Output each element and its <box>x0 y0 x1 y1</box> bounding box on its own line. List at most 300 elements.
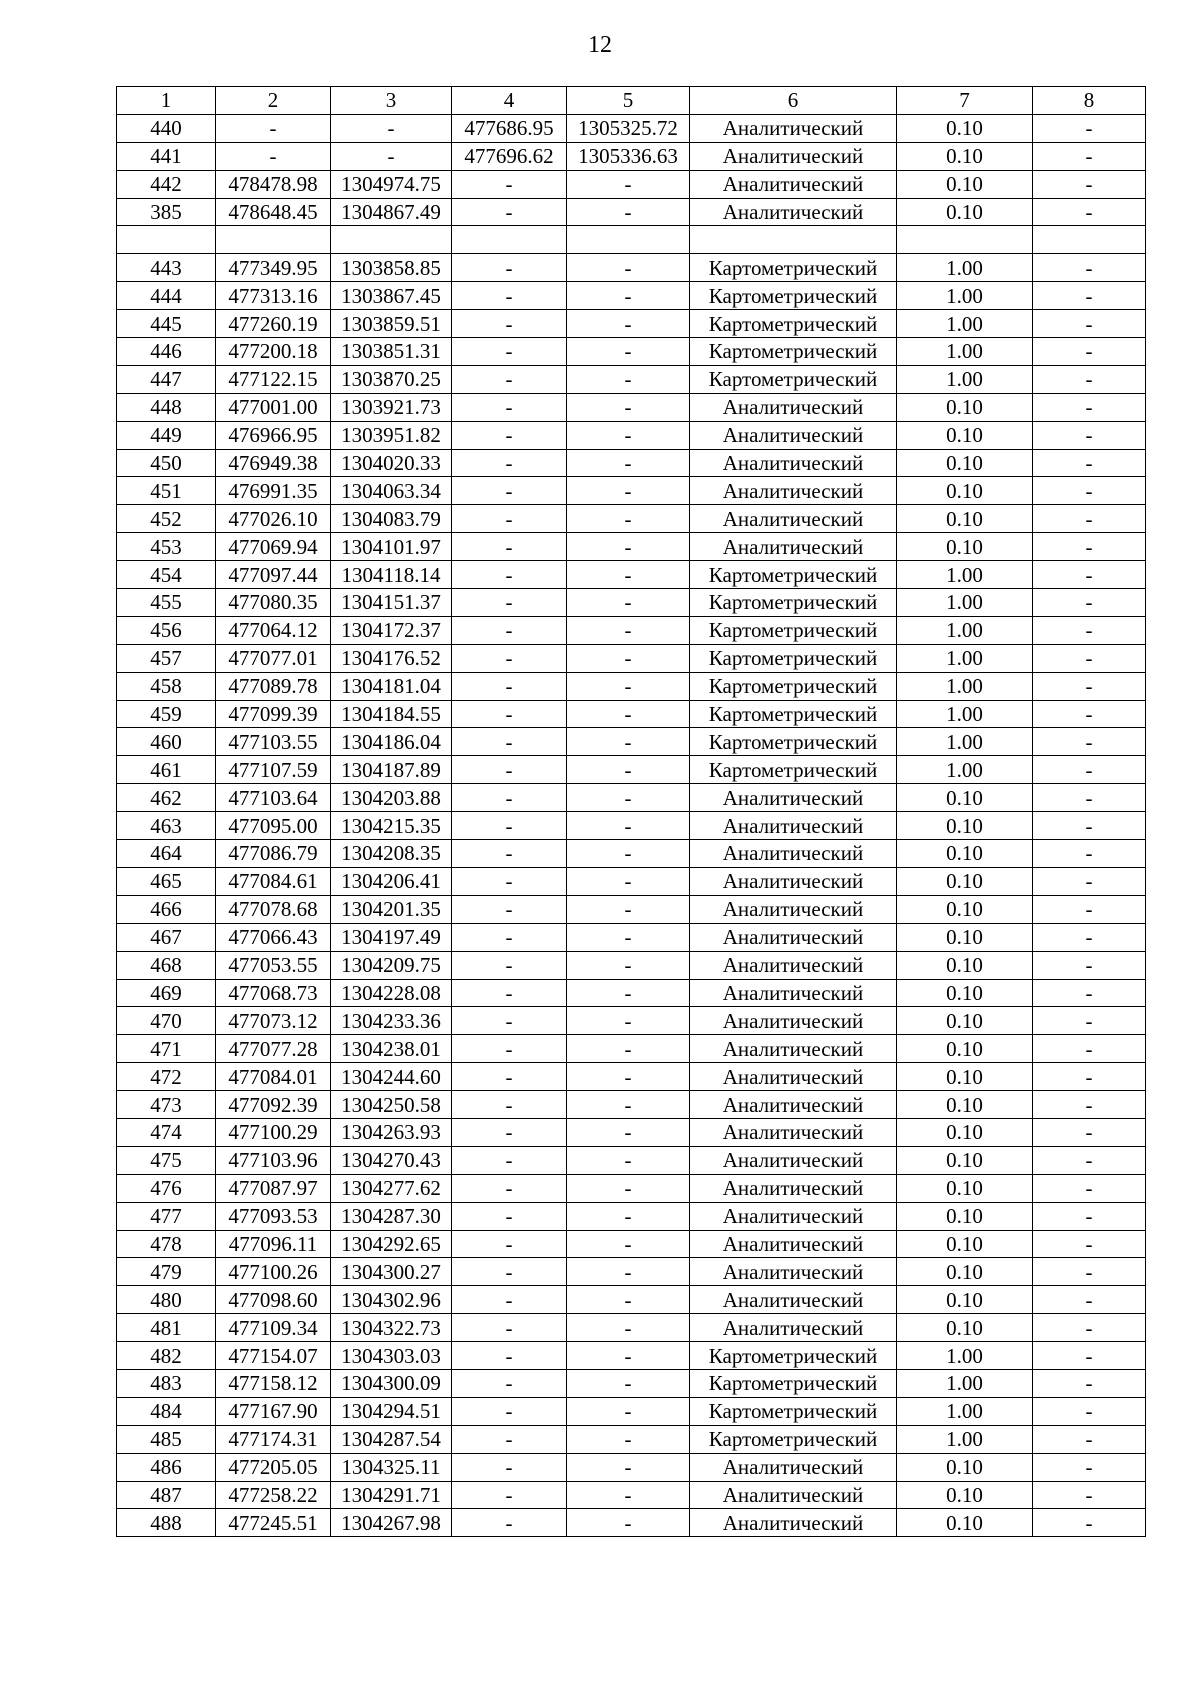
y-coord-cell: 1304302.96 <box>331 1286 452 1314</box>
method-cell <box>690 226 897 254</box>
accuracy-cell: 0.10 <box>897 505 1033 533</box>
method-cell: Картометрический <box>690 254 897 282</box>
x-coord-new-cell: - <box>452 421 567 449</box>
table-row <box>117 1397 1146 1425</box>
y-coord-new-cell: - <box>567 282 690 310</box>
y-coord-new-cell: - <box>567 951 690 979</box>
x-coord-new-cell: - <box>452 1397 567 1425</box>
accuracy-cell: 1.00 <box>897 672 1033 700</box>
table-row <box>117 840 1146 868</box>
y-coord-new-cell: - <box>567 198 690 226</box>
table-row <box>117 365 1146 393</box>
point-number-cell: 445 <box>117 310 216 338</box>
accuracy-cell: 0.10 <box>897 840 1033 868</box>
accuracy-cell: 0.10 <box>897 393 1033 421</box>
y-coord-new-cell: - <box>567 1314 690 1342</box>
description-cell: - <box>1033 1369 1146 1397</box>
table-row <box>117 449 1146 477</box>
y-coord-cell: 1304151.37 <box>331 589 452 617</box>
description-cell: - <box>1033 923 1146 951</box>
x-coord-new-cell: - <box>452 1314 567 1342</box>
method-cell: Аналитический <box>690 895 897 923</box>
accuracy-cell: 1.00 <box>897 728 1033 756</box>
table-row <box>117 728 1146 756</box>
description-cell: - <box>1033 979 1146 1007</box>
x-coord-new-cell: - <box>452 700 567 728</box>
y-coord-new-cell: - <box>567 923 690 951</box>
y-coord-new-cell: 1305325.72 <box>567 114 690 142</box>
description-cell: - <box>1033 644 1146 672</box>
column-header: 4 <box>452 87 567 115</box>
y-coord-cell: 1304287.30 <box>331 1202 452 1230</box>
method-cell: Аналитический <box>690 1035 897 1063</box>
accuracy-cell: 0.10 <box>897 1007 1033 1035</box>
accuracy-cell: 0.10 <box>897 1230 1033 1258</box>
column-header: 5 <box>567 87 690 115</box>
y-coord-new-cell: - <box>567 589 690 617</box>
accuracy-cell: 0.10 <box>897 1481 1033 1509</box>
y-coord-cell: 1304083.79 <box>331 505 452 533</box>
column-header: 8 <box>1033 87 1146 115</box>
x-coord-cell: - <box>216 114 331 142</box>
x-coord-cell: 477200.18 <box>216 338 331 366</box>
method-cell: Аналитический <box>690 1146 897 1174</box>
y-coord-cell <box>331 226 452 254</box>
y-coord-new-cell: - <box>567 1230 690 1258</box>
y-coord-new-cell: - <box>567 1146 690 1174</box>
point-number-cell: 462 <box>117 784 216 812</box>
x-coord-cell: 477103.55 <box>216 728 331 756</box>
description-cell: - <box>1033 1397 1146 1425</box>
description-cell: - <box>1033 756 1146 784</box>
table-row <box>117 477 1146 505</box>
page-number: 12 <box>588 32 612 58</box>
x-coord-cell: 477026.10 <box>216 505 331 533</box>
point-number-cell: 486 <box>117 1453 216 1481</box>
x-coord-cell: 477086.79 <box>216 840 331 868</box>
point-number-cell: 467 <box>117 923 216 951</box>
x-coord-cell: 477098.60 <box>216 1286 331 1314</box>
point-number-cell: 480 <box>117 1286 216 1314</box>
table-row <box>117 198 1146 226</box>
y-coord-new-cell: - <box>567 784 690 812</box>
description-cell: - <box>1033 1314 1146 1342</box>
y-coord-cell: 1304300.09 <box>331 1369 452 1397</box>
point-number-cell: 444 <box>117 282 216 310</box>
table-row <box>117 1202 1146 1230</box>
y-coord-new-cell: - <box>567 533 690 561</box>
y-coord-cell: 1304263.93 <box>331 1118 452 1146</box>
point-number-cell: 471 <box>117 1035 216 1063</box>
table-row <box>117 114 1146 142</box>
accuracy-cell: 0.10 <box>897 170 1033 198</box>
accuracy-cell: 0.10 <box>897 1314 1033 1342</box>
description-cell: - <box>1033 1035 1146 1063</box>
y-coord-cell: 1304184.55 <box>331 700 452 728</box>
y-coord-new-cell: - <box>567 728 690 756</box>
method-cell: Аналитический <box>690 784 897 812</box>
table-row <box>117 644 1146 672</box>
accuracy-cell: 1.00 <box>897 282 1033 310</box>
method-cell: Картометрический <box>690 700 897 728</box>
method-cell: Аналитический <box>690 114 897 142</box>
table-row <box>117 895 1146 923</box>
table-row <box>117 142 1146 170</box>
x-coord-cell: 477103.64 <box>216 784 331 812</box>
y-coord-cell: 1304206.41 <box>331 867 452 895</box>
method-cell: Картометрический <box>690 589 897 617</box>
x-coord-new-cell: - <box>452 393 567 421</box>
accuracy-cell: 1.00 <box>897 589 1033 617</box>
y-coord-cell: 1304867.49 <box>331 198 452 226</box>
method-cell: Картометрический <box>690 728 897 756</box>
accuracy-cell: 0.10 <box>897 979 1033 1007</box>
table-row <box>117 1091 1146 1119</box>
x-coord-new-cell: - <box>452 561 567 589</box>
x-coord-new-cell <box>452 226 567 254</box>
accuracy-cell: 1.00 <box>897 756 1033 784</box>
y-coord-cell: 1304228.08 <box>331 979 452 1007</box>
point-number-cell: 385 <box>117 198 216 226</box>
description-cell: - <box>1033 1425 1146 1453</box>
x-coord-cell: 477078.68 <box>216 895 331 923</box>
x-coord-new-cell: - <box>452 616 567 644</box>
table-row <box>117 393 1146 421</box>
x-coord-cell: 477092.39 <box>216 1091 331 1119</box>
point-number-cell: 459 <box>117 700 216 728</box>
method-cell: Аналитический <box>690 170 897 198</box>
point-number-cell: 484 <box>117 1397 216 1425</box>
accuracy-cell: 0.10 <box>897 867 1033 895</box>
y-coord-new-cell: - <box>567 700 690 728</box>
method-cell: Картометрический <box>690 282 897 310</box>
table-row <box>117 700 1146 728</box>
description-cell: - <box>1033 1258 1146 1286</box>
x-coord-cell: 477245.51 <box>216 1509 331 1537</box>
y-coord-cell: 1304181.04 <box>331 672 452 700</box>
y-coord-cell: - <box>331 142 452 170</box>
x-coord-cell: 478478.98 <box>216 170 331 198</box>
method-cell: Аналитический <box>690 198 897 226</box>
description-cell: - <box>1033 282 1146 310</box>
point-number-cell: 476 <box>117 1174 216 1202</box>
x-coord-new-cell: - <box>452 979 567 1007</box>
table-row <box>117 672 1146 700</box>
method-cell: Аналитический <box>690 393 897 421</box>
x-coord-cell: 477100.26 <box>216 1258 331 1286</box>
description-cell: - <box>1033 1230 1146 1258</box>
x-coord-new-cell: - <box>452 840 567 868</box>
description-cell: - <box>1033 170 1146 198</box>
point-number-cell: 454 <box>117 561 216 589</box>
method-cell: Аналитический <box>690 1007 897 1035</box>
x-coord-cell: 477066.43 <box>216 923 331 951</box>
y-coord-new-cell: - <box>567 1091 690 1119</box>
table-row <box>117 1314 1146 1342</box>
x-coord-new-cell: - <box>452 1063 567 1091</box>
description-cell: - <box>1033 672 1146 700</box>
x-coord-cell: 477154.07 <box>216 1342 331 1370</box>
y-coord-new-cell: - <box>567 1035 690 1063</box>
x-coord-cell: 477205.05 <box>216 1453 331 1481</box>
accuracy-cell: 0.10 <box>897 533 1033 561</box>
table-row <box>117 533 1146 561</box>
x-coord-cell: 477084.61 <box>216 867 331 895</box>
table-row <box>117 1425 1146 1453</box>
x-coord-cell: 477069.94 <box>216 533 331 561</box>
description-cell: - <box>1033 1118 1146 1146</box>
description-cell: - <box>1033 1481 1146 1509</box>
y-coord-cell: 1304250.58 <box>331 1091 452 1119</box>
x-coord-new-cell: - <box>452 310 567 338</box>
point-number-cell: 458 <box>117 672 216 700</box>
accuracy-cell: 1.00 <box>897 1397 1033 1425</box>
accuracy-cell: 0.10 <box>897 951 1033 979</box>
description-cell: - <box>1033 1342 1146 1370</box>
method-cell: Аналитический <box>690 1258 897 1286</box>
table-row <box>117 616 1146 644</box>
x-coord-cell: 477073.12 <box>216 1007 331 1035</box>
y-coord-cell: 1304208.35 <box>331 840 452 868</box>
y-coord-new-cell: - <box>567 756 690 784</box>
table-row <box>117 338 1146 366</box>
x-coord-cell: 477087.97 <box>216 1174 331 1202</box>
x-coord-new-cell: - <box>452 756 567 784</box>
accuracy-cell: 0.10 <box>897 1146 1033 1174</box>
method-cell: Аналитический <box>690 505 897 533</box>
point-number-cell <box>117 226 216 254</box>
x-coord-new-cell: - <box>452 1007 567 1035</box>
x-coord-new-cell: - <box>452 533 567 561</box>
table-row <box>117 1146 1146 1174</box>
y-coord-cell: 1304176.52 <box>331 644 452 672</box>
y-coord-new-cell: - <box>567 449 690 477</box>
y-coord-cell: 1303921.73 <box>331 393 452 421</box>
y-coord-cell: 1304233.36 <box>331 1007 452 1035</box>
description-cell: - <box>1033 198 1146 226</box>
column-header: 2 <box>216 87 331 115</box>
x-coord-new-cell: - <box>452 1035 567 1063</box>
description-cell: - <box>1033 142 1146 170</box>
table-row <box>117 1063 1146 1091</box>
x-coord-new-cell: - <box>452 1425 567 1453</box>
x-coord-new-cell: - <box>452 1258 567 1286</box>
x-coord-cell: 478648.45 <box>216 198 331 226</box>
x-coord-new-cell: - <box>452 1202 567 1230</box>
point-number-cell: 488 <box>117 1509 216 1537</box>
method-cell: Аналитический <box>690 1481 897 1509</box>
method-cell: Картометрический <box>690 756 897 784</box>
description-cell: - <box>1033 393 1146 421</box>
table-row <box>117 561 1146 589</box>
method-cell: Аналитический <box>690 477 897 505</box>
accuracy-cell: 0.10 <box>897 812 1033 840</box>
y-coord-new-cell: - <box>567 672 690 700</box>
description-cell: - <box>1033 895 1146 923</box>
y-coord-new-cell: - <box>567 616 690 644</box>
method-cell: Аналитический <box>690 1202 897 1230</box>
description-cell: - <box>1033 1509 1146 1537</box>
y-coord-new-cell: - <box>567 895 690 923</box>
x-coord-new-cell: - <box>452 867 567 895</box>
method-cell: Аналитический <box>690 812 897 840</box>
method-cell: Аналитический <box>690 1453 897 1481</box>
point-number-cell: 446 <box>117 338 216 366</box>
x-coord-cell: 477109.34 <box>216 1314 331 1342</box>
accuracy-cell: 1.00 <box>897 338 1033 366</box>
x-coord-cell: 476949.38 <box>216 449 331 477</box>
x-coord-cell: - <box>216 142 331 170</box>
x-coord-cell: 477068.73 <box>216 979 331 1007</box>
x-coord-cell <box>216 226 331 254</box>
y-coord-cell: 1304197.49 <box>331 923 452 951</box>
table-body <box>117 114 1146 1536</box>
point-number-cell: 460 <box>117 728 216 756</box>
column-header: 1 <box>117 87 216 115</box>
y-coord-new-cell: - <box>567 1425 690 1453</box>
point-number-cell: 452 <box>117 505 216 533</box>
method-cell: Аналитический <box>690 1118 897 1146</box>
x-coord-new-cell: - <box>452 170 567 198</box>
y-coord-cell: 1304187.89 <box>331 756 452 784</box>
y-coord-new-cell: - <box>567 170 690 198</box>
y-coord-cell: 1304101.97 <box>331 533 452 561</box>
x-coord-cell: 477107.59 <box>216 756 331 784</box>
x-coord-new-cell: - <box>452 784 567 812</box>
x-coord-cell: 477096.11 <box>216 1230 331 1258</box>
y-coord-new-cell: - <box>567 1007 690 1035</box>
method-cell: Аналитический <box>690 1174 897 1202</box>
description-cell: - <box>1033 867 1146 895</box>
x-coord-new-cell: - <box>452 728 567 756</box>
table-row <box>117 923 1146 951</box>
y-coord-cell: 1304325.11 <box>331 1453 452 1481</box>
x-coord-cell: 476966.95 <box>216 421 331 449</box>
point-number-cell: 478 <box>117 1230 216 1258</box>
y-coord-new-cell: - <box>567 644 690 672</box>
accuracy-cell: 0.10 <box>897 477 1033 505</box>
method-cell: Аналитический <box>690 1509 897 1537</box>
y-coord-new-cell: - <box>567 561 690 589</box>
accuracy-cell: 1.00 <box>897 616 1033 644</box>
y-coord-cell: 1303867.45 <box>331 282 452 310</box>
description-cell: - <box>1033 812 1146 840</box>
description-cell: - <box>1033 589 1146 617</box>
x-coord-cell: 477097.44 <box>216 561 331 589</box>
x-coord-cell: 477001.00 <box>216 393 331 421</box>
point-number-cell: 449 <box>117 421 216 449</box>
point-number-cell: 442 <box>117 170 216 198</box>
accuracy-cell <box>897 226 1033 254</box>
x-coord-new-cell: - <box>452 1453 567 1481</box>
description-cell: - <box>1033 561 1146 589</box>
point-number-cell: 466 <box>117 895 216 923</box>
y-coord-cell: 1304974.75 <box>331 170 452 198</box>
point-number-cell: 468 <box>117 951 216 979</box>
accuracy-cell: 0.10 <box>897 114 1033 142</box>
table-row <box>117 589 1146 617</box>
method-cell: Аналитический <box>690 142 897 170</box>
x-coord-cell: 477349.95 <box>216 254 331 282</box>
y-coord-new-cell: - <box>567 1509 690 1537</box>
table-row <box>117 1230 1146 1258</box>
y-coord-new-cell: 1305336.63 <box>567 142 690 170</box>
point-number-cell: 483 <box>117 1369 216 1397</box>
table-row <box>117 951 1146 979</box>
x-coord-cell: 477099.39 <box>216 700 331 728</box>
point-number-cell: 475 <box>117 1146 216 1174</box>
x-coord-new-cell: - <box>452 1118 567 1146</box>
method-cell: Аналитический <box>690 1314 897 1342</box>
description-cell: - <box>1033 700 1146 728</box>
table-row <box>117 1481 1146 1509</box>
table-row <box>117 1453 1146 1481</box>
point-number-cell: 463 <box>117 812 216 840</box>
y-coord-cell: 1304186.04 <box>331 728 452 756</box>
y-coord-cell: 1304300.27 <box>331 1258 452 1286</box>
description-cell: - <box>1033 840 1146 868</box>
table-row <box>117 505 1146 533</box>
description-cell: - <box>1033 505 1146 533</box>
y-coord-cell: 1304215.35 <box>331 812 452 840</box>
point-number-cell: 447 <box>117 365 216 393</box>
column-header: 7 <box>897 87 1033 115</box>
method-cell: Картометрический <box>690 310 897 338</box>
accuracy-cell: 0.10 <box>897 1286 1033 1314</box>
x-coord-cell: 477064.12 <box>216 616 331 644</box>
y-coord-cell: 1304270.43 <box>331 1146 452 1174</box>
accuracy-cell: 0.10 <box>897 1202 1033 1230</box>
point-number-cell: 481 <box>117 1314 216 1342</box>
x-coord-new-cell: - <box>452 477 567 505</box>
y-coord-new-cell: - <box>567 840 690 868</box>
method-cell: Аналитический <box>690 1063 897 1091</box>
column-header: 6 <box>690 87 897 115</box>
x-coord-new-cell: - <box>452 1230 567 1258</box>
description-cell: - <box>1033 114 1146 142</box>
y-coord-new-cell: - <box>567 505 690 533</box>
x-coord-cell: 477095.00 <box>216 812 331 840</box>
description-cell: - <box>1033 310 1146 338</box>
y-coord-new-cell: - <box>567 254 690 282</box>
description-cell: - <box>1033 254 1146 282</box>
y-coord-cell: 1304267.98 <box>331 1509 452 1537</box>
x-coord-new-cell: - <box>452 1369 567 1397</box>
accuracy-cell: 0.10 <box>897 1063 1033 1091</box>
y-coord-new-cell: - <box>567 1063 690 1091</box>
accuracy-cell: 1.00 <box>897 561 1033 589</box>
table-row <box>117 1509 1146 1537</box>
point-number-cell: 477 <box>117 1202 216 1230</box>
method-cell: Картометрический <box>690 1397 897 1425</box>
point-number-cell: 472 <box>117 1063 216 1091</box>
method-cell: Картометрический <box>690 365 897 393</box>
y-coord-new-cell: - <box>567 812 690 840</box>
x-coord-cell: 477167.90 <box>216 1397 331 1425</box>
table-row <box>117 310 1146 338</box>
description-cell: - <box>1033 338 1146 366</box>
y-coord-new-cell: - <box>567 365 690 393</box>
point-number-cell: 441 <box>117 142 216 170</box>
method-cell: Аналитический <box>690 421 897 449</box>
y-coord-new-cell <box>567 226 690 254</box>
method-cell: Аналитический <box>690 1230 897 1258</box>
table-row <box>117 1035 1146 1063</box>
table-row <box>117 226 1146 254</box>
method-cell: Картометрический <box>690 1342 897 1370</box>
y-coord-new-cell: - <box>567 1453 690 1481</box>
accuracy-cell: 1.00 <box>897 254 1033 282</box>
